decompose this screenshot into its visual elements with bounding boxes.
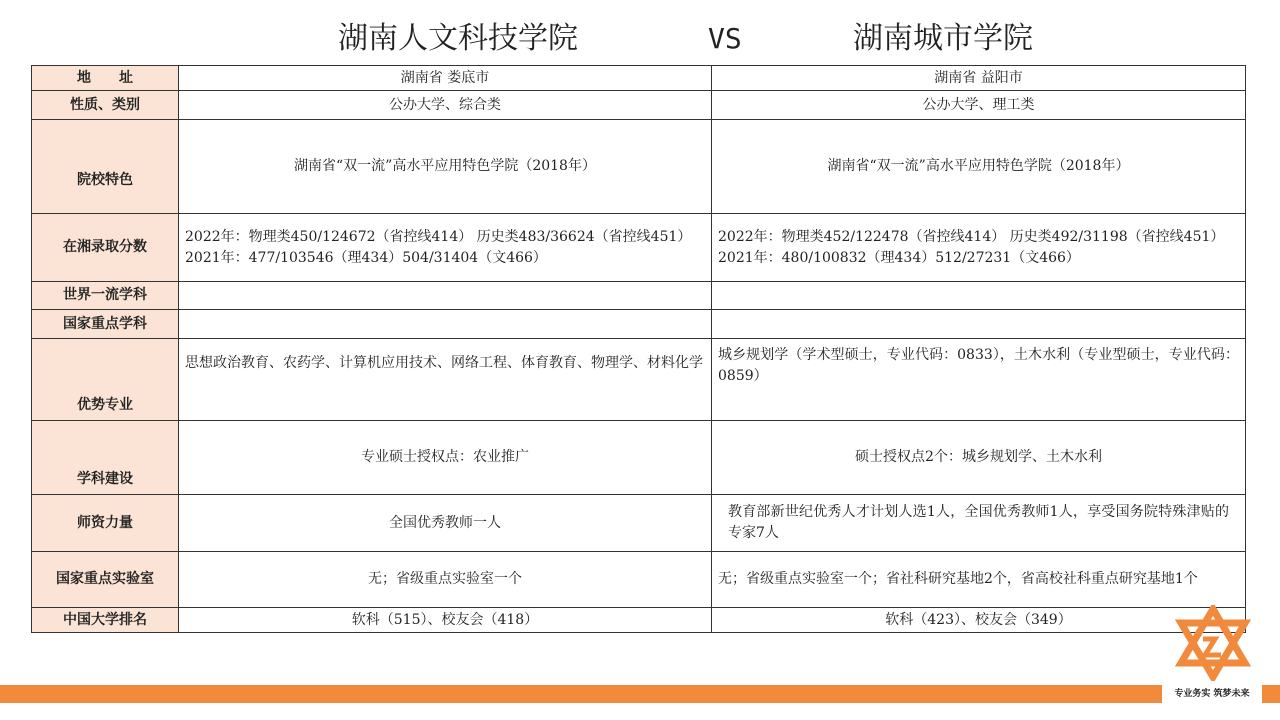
right-cell: 无；省级重点实验室一个；省社科研究基地2个，省高校社科重点研究基地1个 xyxy=(712,552,1246,608)
table-row-address xyxy=(32,66,1246,91)
table-row-scores xyxy=(32,214,1246,282)
score-line: 2022年：物理类450/124672（省控线414） 历史类483/36624（省控线451） xyxy=(185,228,692,245)
right-cell xyxy=(712,310,1246,339)
row-label: 世界一流学科 xyxy=(32,282,179,310)
left-cell: 公办大学、综合类 xyxy=(179,91,712,120)
table-row-national-key xyxy=(32,310,1246,339)
row-label: 性质、类别 xyxy=(32,91,179,120)
row-label: 国家重点实验室 xyxy=(32,552,179,608)
score-line: 2022年：物理类452/122478（省控线414） 历史类492/31198（省控线451） xyxy=(718,228,1225,245)
right-cell xyxy=(712,282,1246,310)
right-cell xyxy=(712,214,1246,282)
right-cell: 教育部新世纪优秀人才计划人选1人，全国优秀教师1人，享受国务院特殊津贴的专家7人 xyxy=(712,495,1246,552)
score-line: 2021年：480/100832（理434）512/27231（文466） xyxy=(718,249,1080,266)
table-row-discipline xyxy=(32,421,1246,495)
star-of-david-logo-icon xyxy=(1175,605,1251,681)
title-row xyxy=(0,18,1280,62)
left-cell: 专业硕士授权点：农业推广 xyxy=(179,421,712,495)
right-cell: 湖南省 益阳市 xyxy=(712,66,1246,91)
table-row-faculty xyxy=(32,495,1246,552)
vs-label: VS xyxy=(708,22,742,55)
row-label: 中国大学排名 xyxy=(32,608,179,633)
row-label: 优势专业 xyxy=(32,339,179,421)
table-row-strength-majors xyxy=(32,339,1246,421)
right-cell: 城乡规划学（学术型硕士，专业代码：0833），土木水利（专业型硕士，专业代码：0859） xyxy=(712,339,1246,421)
row-label: 学科建设 xyxy=(32,421,179,495)
score-line: 2021年：477/103546（理434）504/31404（文466） xyxy=(185,249,547,266)
left-cell xyxy=(179,214,712,282)
right-school-title: 湖南城市学院 xyxy=(853,21,1033,56)
comparison-table xyxy=(31,65,1246,633)
left-cell: 全国优秀教师一人 xyxy=(179,495,712,552)
right-cell: 公办大学、理工类 xyxy=(712,91,1246,120)
left-cell: 湖南省 娄底市 xyxy=(179,66,712,91)
footer-slogan: 专业务实 筑梦未来 xyxy=(1162,685,1262,703)
table-row-world-class xyxy=(32,282,1246,310)
table-row-type xyxy=(32,91,1246,120)
row-label: 在湘录取分数 xyxy=(32,214,179,282)
right-cell: 硕士授权点2个：城乡规划学、土木水利 xyxy=(712,421,1246,495)
left-school-title: 湖南人文科技学院 xyxy=(338,21,578,56)
row-label: 地 址 xyxy=(32,66,179,91)
left-cell: 软科（515）、校友会（418） xyxy=(179,608,712,633)
row-label: 国家重点学科 xyxy=(32,310,179,339)
left-cell xyxy=(179,282,712,310)
left-cell: 湖南省“双一流”高水平应用特色学院（2018年） xyxy=(179,120,712,214)
table-row-feature xyxy=(32,120,1246,214)
footer-bar xyxy=(0,685,1280,703)
right-cell: 软科（423）、校友会（349） xyxy=(712,608,1246,633)
row-label: 师资力量 xyxy=(32,495,179,552)
right-cell: 湖南省“双一流”高水平应用特色学院（2018年） xyxy=(712,120,1246,214)
left-cell: 无；省级重点实验室一个 xyxy=(179,552,712,608)
left-cell xyxy=(179,310,712,339)
table-row-ranking xyxy=(32,608,1246,633)
table-row-key-lab xyxy=(32,552,1246,608)
row-label: 院校特色 xyxy=(32,120,179,214)
left-cell: 思想政治教育、农药学、计算机应用技术、网络工程、体育教育、物理学、材料化学 xyxy=(179,339,712,421)
